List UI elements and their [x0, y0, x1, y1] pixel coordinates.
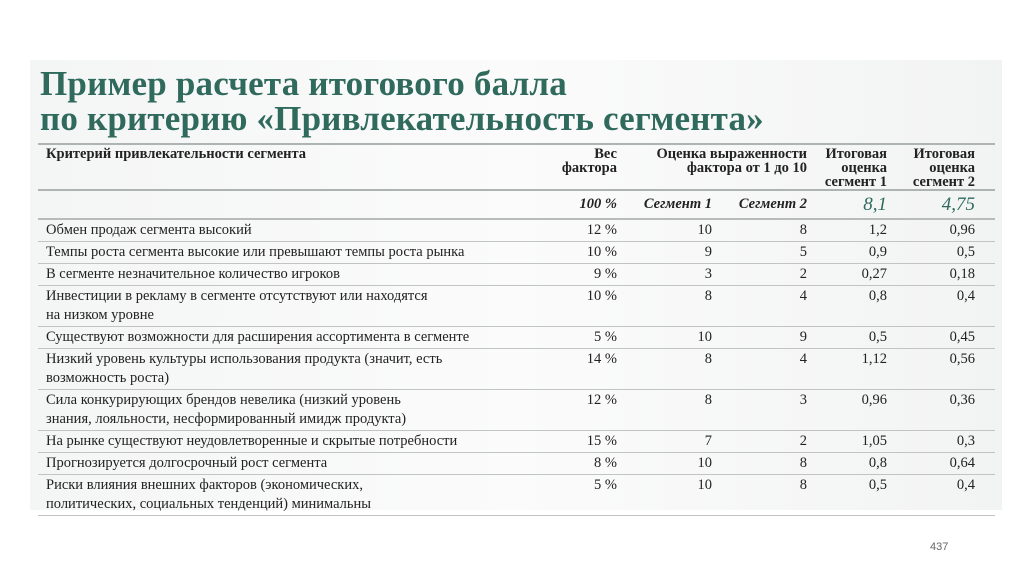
segment-2-score: 0,45: [949, 329, 975, 345]
header-weight: Вес фактора: [561, 146, 617, 176]
criterion-cell: Сила конкурирующих брендов невелика (низкий уровень знания, лояльности, несформированный имидж продукта): [46, 392, 407, 427]
segment-1-score: 0,5: [868, 329, 887, 345]
score-table: [38, 143, 995, 516]
criterion-cell: Прогнозируется долгосрочный рост сегмента: [46, 455, 328, 471]
segment-1-rating: 8: [704, 392, 712, 408]
criterion-cell: Риски влияния внешних факторов (экономических, политических, социальных тенденций) минимальны: [46, 477, 372, 512]
segment-1-score: 1,2: [868, 222, 887, 238]
weight-cell: 5 %: [594, 329, 617, 345]
segment-2-rating: 4: [799, 351, 807, 367]
segment-1-score: 0,27: [861, 266, 887, 282]
title-line-1: Пример расчета итогового балла: [40, 64, 567, 103]
segment-2-score: 0,5: [956, 244, 975, 260]
segment-2-label: Сегмент 2: [738, 196, 807, 212]
segment-2-score: 0,96: [949, 222, 975, 238]
segment-2-score: 0,3: [956, 433, 975, 449]
table-row: [38, 390, 995, 431]
segment-1-rating: 7: [704, 433, 712, 449]
segment-1-score: 0,8: [868, 455, 887, 471]
segment-1-rating: 3: [704, 266, 712, 282]
slide-title: [40, 66, 764, 136]
header-rating: Оценка выраженности фактора от 1 до 10: [656, 146, 807, 176]
header-total-1: Итоговая оценка сегмент 1: [824, 146, 887, 190]
total-score-1: 8,1: [863, 194, 887, 215]
segment-1-score: 0,8: [868, 288, 887, 304]
segment-2-score: 0,56: [949, 351, 975, 367]
segment-2-rating: 4: [799, 288, 807, 304]
total-score-2: 4,75: [941, 194, 975, 215]
segment-2-score: 0,4: [956, 477, 975, 493]
segment-1-score: 0,96: [861, 392, 887, 408]
segment-1-rating: 8: [704, 288, 712, 304]
segment-2-rating: 9: [799, 329, 807, 345]
table-row: [38, 264, 995, 286]
segment-1-rating: 10: [697, 329, 712, 345]
table-subheader-row: [38, 190, 995, 219]
table-row: [38, 453, 995, 475]
criterion-cell: Низкий уровень культуры использования продукта (значит, есть возможность роста): [46, 351, 443, 386]
segment-2-score: 0,4: [956, 288, 975, 304]
segment-2-rating: 8: [799, 222, 807, 238]
segment-2-score: 0,36: [949, 392, 975, 408]
segment-1-rating: 8: [704, 351, 712, 367]
segment-1-label: Сегмент 1: [643, 196, 712, 212]
segment-2-rating: 5: [799, 244, 807, 260]
weight-cell: 10 %: [586, 288, 617, 304]
table-row: [38, 219, 995, 242]
segment-1-score: 0,5: [868, 477, 887, 493]
segment-1-score: 1,12: [861, 351, 887, 367]
criterion-cell: В сегменте незначительное количество игроков: [46, 266, 340, 282]
criterion-cell: Обмен продаж сегмента высокий: [46, 222, 252, 238]
segment-1-rating: 10: [697, 477, 712, 493]
segment-2-rating: 2: [799, 266, 807, 282]
weight-cell: 8 %: [594, 455, 617, 471]
segment-2-rating: 8: [799, 455, 807, 471]
segment-1-rating: 10: [697, 455, 712, 471]
weight-total: 100 %: [579, 196, 617, 212]
table-row: [38, 475, 995, 516]
segment-2-score: 0,18: [949, 266, 975, 282]
weight-cell: 12 %: [586, 392, 617, 408]
weight-cell: 12 %: [586, 222, 617, 238]
criterion-cell: На рынке существуют неудовлетворенные и скрытые потребности: [46, 433, 458, 449]
table-row: [38, 431, 995, 453]
page-number: 437: [930, 541, 949, 553]
header-criterion: Критерий привлекательности сегмента: [46, 146, 307, 162]
criterion-cell: Инвестиции в рекламу в сегменте отсутствуют или находятся на низком уровне: [46, 288, 428, 323]
table-header-row: [38, 144, 995, 190]
weight-cell: 5 %: [594, 477, 617, 493]
table-row: [38, 349, 995, 390]
weight-cell: 10 %: [586, 244, 617, 260]
criterion-cell: Существуют возможности для расширения ассортимента в сегменте: [46, 329, 470, 345]
table-row: [38, 286, 995, 327]
segment-2-rating: 2: [799, 433, 807, 449]
weight-cell: 14 %: [586, 351, 617, 367]
segment-1-rating: 10: [697, 222, 712, 238]
segment-1-rating: 9: [704, 244, 712, 260]
segment-2-rating: 8: [799, 477, 807, 493]
criterion-cell: Темпы роста сегмента высокие или превышают темпы роста рынка: [46, 244, 465, 260]
segment-1-score: 1,05: [861, 433, 887, 449]
weight-cell: 9 %: [594, 266, 617, 282]
segment-1-score: 0,9: [868, 244, 887, 260]
header-total-2: Итоговая оценка сегмент 2: [912, 146, 975, 190]
title-line-2: по критерию «Привлекательность сегмента»: [40, 99, 764, 138]
table-row: [38, 242, 995, 264]
segment-2-score: 0,64: [949, 455, 975, 471]
table-row: [38, 327, 995, 349]
segment-2-rating: 3: [799, 392, 807, 408]
weight-cell: 15 %: [586, 433, 617, 449]
